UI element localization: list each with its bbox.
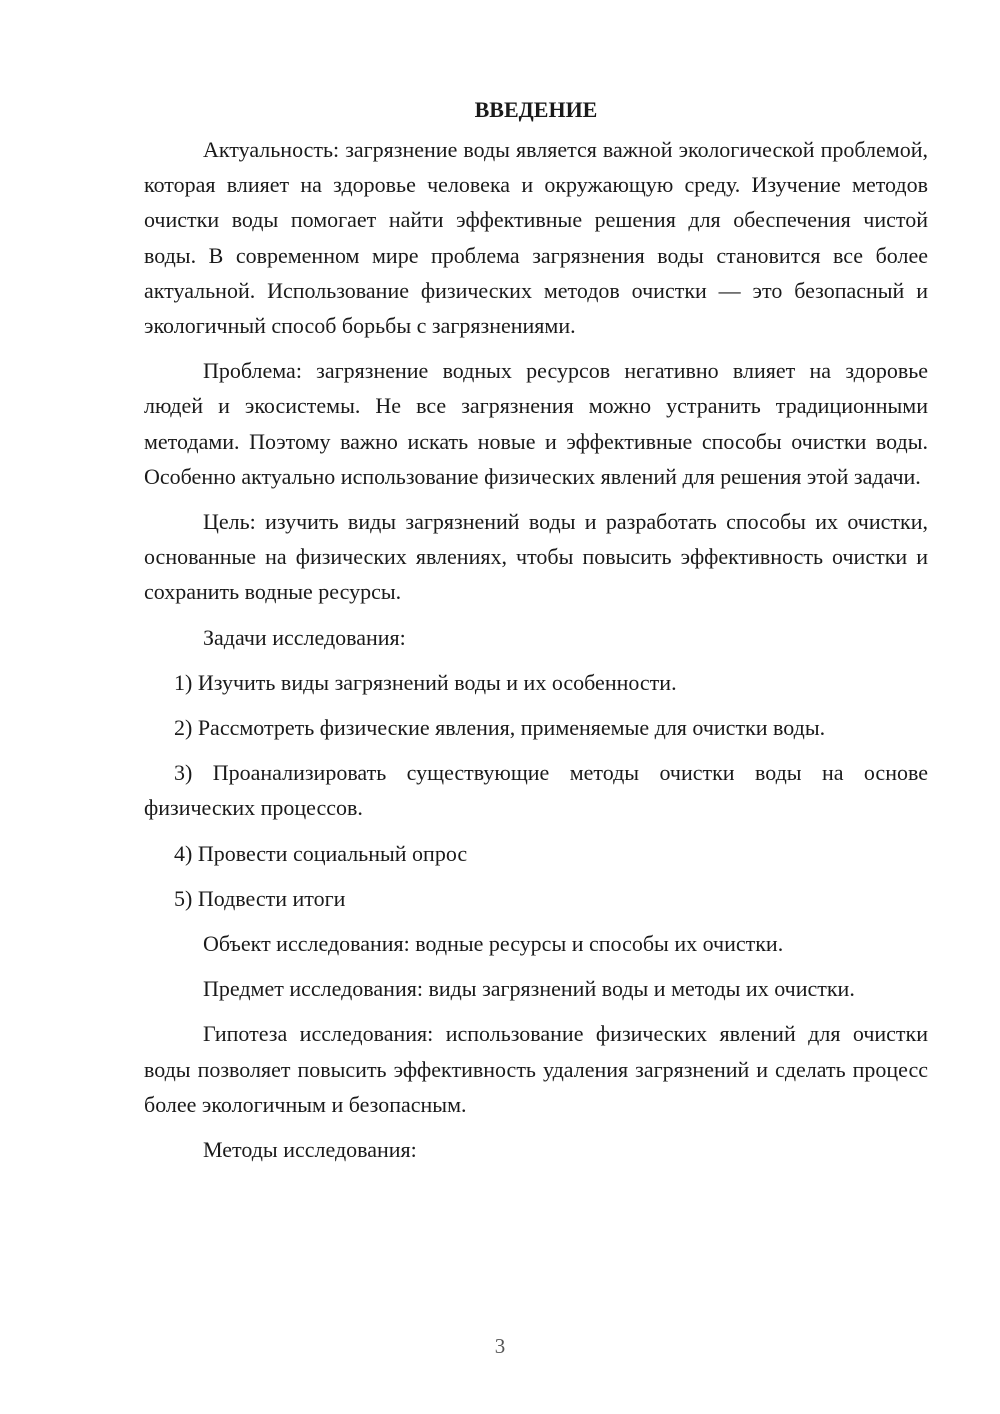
methods-title: Методы исследования: — [203, 1137, 417, 1163]
task-item-3: 3) Проанализировать существующие методы очистки воды на основе физических процессов. — [144, 760, 928, 821]
subject-paragraph: Предмет исследования: виды загрязнений воды и методы их очистки. — [203, 976, 855, 1002]
task-item-5: 5) Подвести итоги — [174, 885, 346, 911]
problem-paragraph: Проблема: загрязнение водных ресурсов негативно влияет на здоровье людей и экосистемы. Не все загрязнения можно устранить традиционными методами. Поэтому важно искать новые и эффективные способы очистки воды. Особенно актуально использование физических явлений для решения этой задачи. — [144, 358, 928, 489]
relevance-paragraph: Актуальность: загрязнение воды является важной экологической проблемой, которая влияет на здоровье человека и окружающую среду. Изучение методов очистки воды помогает найти эффективные решения для обеспечения чистой воды. В современном мире проблема загрязнения воды становится все более актуальной. Использование физических методов очистки — это безопасный и экологичный способ борьбы с загрязнениями. — [144, 137, 928, 339]
task-item-2: 2) Рассмотреть физические явления, применяемые для очистки воды. — [174, 715, 826, 741]
document-page — [144, 92, 928, 1177]
task-item-4: 4) Провести социальный опрос — [174, 840, 468, 866]
tasks-title: Задачи исследования: — [203, 624, 406, 650]
object-paragraph: Объект исследования: водные ресурсы и способы их очистки. — [203, 931, 784, 957]
goal-paragraph: Цель: изучить виды загрязнений воды и разработать способы их очистки, основанные на физических явлениях, чтобы повысить эффективность очистки и сохранить водные ресурсы. — [144, 509, 928, 605]
page-number: 3 — [494, 1334, 506, 1358]
section-heading: ВВЕДЕНИЕ — [474, 97, 598, 122]
task-item-1: 1) Изучить виды загрязнений воды и их особенности. — [174, 669, 677, 695]
hypothesis-paragraph: Гипотеза исследования: использование физических явлений для очистки воды позволяет повысить эффективность удаления загрязнений и сделать процесс более экологичным и безопасным. — [144, 1021, 928, 1117]
